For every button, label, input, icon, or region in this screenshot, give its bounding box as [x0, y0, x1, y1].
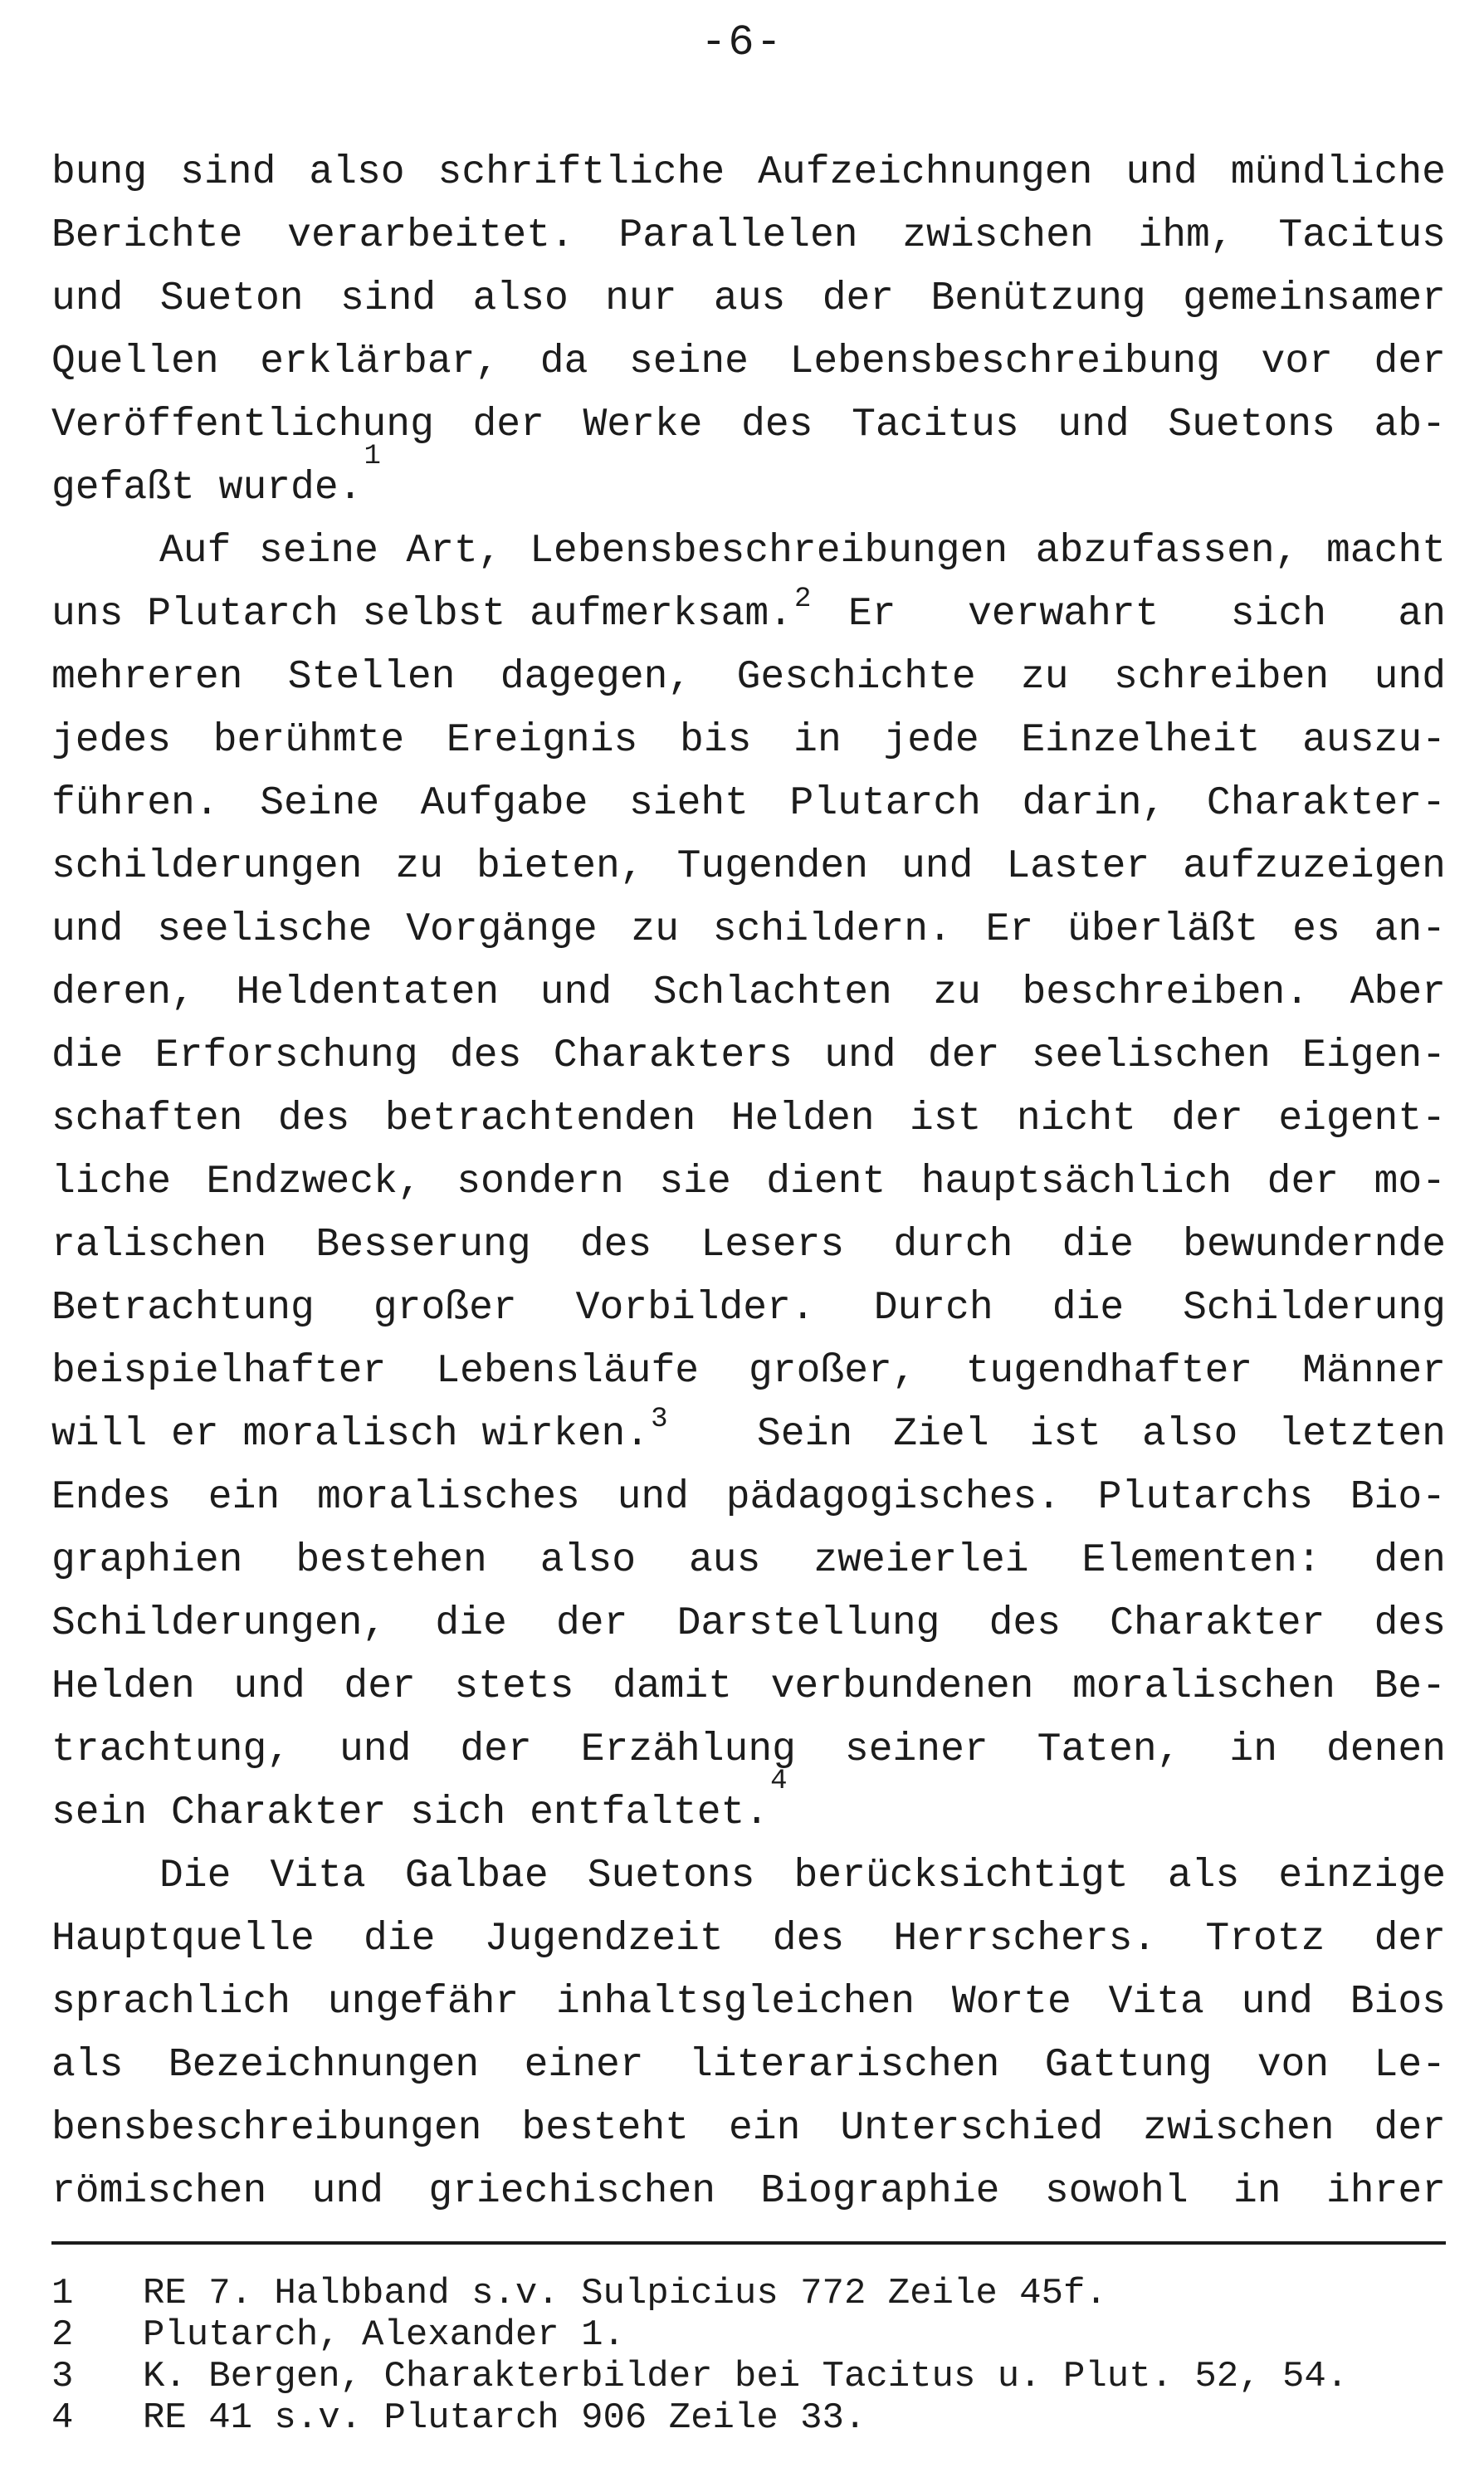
word: Männer: [1302, 1349, 1446, 1394]
footnote: [51, 2273, 1446, 2314]
word: Quellen: [51, 340, 219, 384]
word: schriftliche: [437, 150, 725, 195]
word: zu: [933, 970, 981, 1015]
word: der: [472, 403, 544, 447]
word: dient: [766, 1160, 886, 1204]
word: Berichte: [51, 213, 243, 258]
word: der: [344, 1664, 416, 1709]
word: nur: [605, 276, 677, 321]
word: beispielhafter: [51, 1349, 387, 1394]
word: als: [1167, 1854, 1240, 1898]
word: in: [1233, 2169, 1281, 2214]
word: Charakter-: [1206, 781, 1446, 826]
word: Die: [159, 1854, 232, 1898]
footnote-number: 3: [51, 2356, 74, 2397]
word: gemeinsamer: [1183, 276, 1446, 321]
page-number: -6-: [701, 18, 783, 67]
word: der: [1374, 340, 1446, 384]
footnote-text: RE 41 s.v. Plutarch 906 Zeile 33.: [143, 2397, 866, 2439]
word: und: [311, 2169, 384, 2214]
word: hauptsächlich: [920, 1160, 1233, 1204]
footnote-text: K. Bergen, Charakterbilder bei Tacitus u. Plut. 52, 54.: [143, 2356, 1349, 2397]
word: verwahrt: [967, 592, 1159, 637]
word: des: [772, 1917, 845, 1962]
word: Tugenden: [676, 844, 869, 889]
word: Be-: [1374, 1664, 1446, 1709]
word: der: [927, 1033, 1000, 1078]
word: bensbeschreibungen: [51, 2106, 482, 2151]
word: Heldentaten: [236, 970, 500, 1015]
word: und: [51, 907, 124, 952]
word: Lesers: [701, 1223, 845, 1268]
text-line: [51, 141, 1446, 204]
word: griechischen: [428, 2169, 716, 2214]
footnote-ref: 3: [651, 1404, 668, 1435]
word: schilderungen: [51, 844, 363, 889]
word: zweierlei: [813, 1538, 1029, 1583]
word: sie: [659, 1160, 731, 1204]
word: eigent-: [1278, 1097, 1446, 1141]
word: des: [741, 403, 813, 447]
word: Er: [848, 592, 896, 637]
word: Worte: [951, 1980, 1072, 2025]
word: Helden: [730, 1097, 875, 1141]
word: Plutarchs: [1097, 1475, 1313, 1520]
word: mehreren: [51, 655, 243, 700]
word: Hauptquelle: [51, 1917, 315, 1962]
footnotes: [51, 2273, 1446, 2439]
footnote-divider: [51, 2241, 1446, 2245]
line-text: gefaßt wurde.: [51, 466, 363, 511]
line-text: uns Plutarch selbst aufmerksam.: [51, 592, 793, 637]
text-line: [51, 1277, 1446, 1340]
word: trachtung,: [51, 1727, 291, 1772]
word: Jugendzeit: [484, 1917, 724, 1962]
word: ist: [1029, 1412, 1101, 1457]
text-line: [51, 1971, 1446, 2034]
word: berücksichtigt: [793, 1854, 1129, 1898]
word: Seine: [260, 781, 380, 826]
word: ein: [729, 2106, 801, 2151]
word: schreiben: [1113, 655, 1330, 700]
word: Werke: [583, 403, 703, 447]
word: in: [793, 718, 842, 763]
word: Tacitus: [852, 403, 1019, 447]
word: liche: [51, 1160, 172, 1204]
word: schildern.: [712, 907, 952, 952]
word: Galbae: [404, 1854, 549, 1898]
word: des: [450, 1033, 522, 1078]
word: Betrachtung: [51, 1286, 315, 1331]
text-line: [51, 1844, 1446, 1908]
text-line: [51, 1718, 1446, 1781]
word: der: [1374, 2106, 1446, 2151]
footnote-text: RE 7. Halbband s.v. Sulpicius 772 Zeile 45f.: [143, 2273, 1107, 2314]
word: Besserung: [315, 1223, 531, 1268]
word: großer: [373, 1286, 517, 1331]
word: Parallelen: [618, 213, 858, 258]
word: macht: [1325, 529, 1446, 574]
word: Vorgänge: [406, 907, 598, 952]
word: Lebensläufe: [436, 1349, 700, 1394]
text-line: [51, 1340, 1446, 1403]
text-line: [51, 1908, 1446, 1971]
word: und: [617, 1475, 689, 1520]
word: des: [277, 1097, 350, 1141]
text-line: [51, 1024, 1446, 1087]
word: Bezeichnungen: [168, 2043, 480, 2088]
word: jedes: [51, 718, 172, 763]
word: Schilderung: [1183, 1286, 1446, 1331]
text-line: [51, 709, 1446, 772]
word: der: [1171, 1097, 1243, 1141]
footnote-ref: 4: [770, 1766, 788, 1797]
word: vor: [1261, 340, 1333, 384]
text-line: [51, 1087, 1446, 1151]
word: darin,: [1022, 781, 1166, 826]
footnote-number: 4: [51, 2397, 74, 2439]
word: Sein: [757, 1412, 853, 1457]
word: Lebensbeschreibungen: [530, 529, 1008, 574]
word: besteht: [521, 2106, 690, 2151]
text-line: [51, 441, 1446, 520]
word: einer: [524, 2043, 644, 2088]
word: also: [1142, 1412, 1238, 1457]
word: und: [233, 1664, 305, 1709]
text-line: [51, 1592, 1446, 1655]
word: Erforschung: [154, 1033, 418, 1078]
word: deren,: [51, 970, 195, 1015]
word: die: [51, 1033, 124, 1078]
word: und: [539, 970, 613, 1015]
word: verbundenen: [770, 1664, 1034, 1709]
word: graphien: [51, 1538, 243, 1583]
footnote-ref: 2: [793, 584, 812, 615]
word: Sueton: [159, 276, 304, 321]
text-line: [51, 1403, 1446, 1466]
word: in: [1229, 1727, 1278, 1772]
word: des: [1374, 1601, 1446, 1646]
word: großer,: [749, 1349, 916, 1394]
footnote-ref: 1: [364, 441, 381, 472]
word: Endes: [51, 1475, 172, 1520]
word: Art,: [406, 529, 502, 574]
word: sich: [1230, 592, 1327, 637]
word: an-: [1374, 907, 1446, 952]
word: beschreiben.: [1022, 970, 1310, 1015]
word: Suetons: [587, 1854, 755, 1898]
word: sondern: [456, 1160, 624, 1204]
word: Suetons: [1168, 403, 1335, 447]
word: sind: [180, 150, 276, 195]
word: der: [1374, 1917, 1446, 1962]
word: damit: [613, 1664, 733, 1709]
word: abzufassen,: [1035, 529, 1299, 574]
word: sind: [339, 276, 437, 321]
word: Aufgabe: [420, 781, 588, 826]
word: Schilderungen,: [51, 1601, 387, 1646]
word: die: [1062, 1223, 1134, 1268]
word: seine: [258, 529, 378, 574]
word: ungefähr: [327, 1980, 520, 2025]
word: bestehen: [295, 1538, 487, 1583]
word: überläßt: [1067, 907, 1259, 952]
word: zu: [1021, 655, 1069, 700]
word: Auf: [159, 529, 232, 574]
word: sprachlich: [51, 1980, 291, 2025]
word: stets: [454, 1664, 574, 1709]
word: berühmte: [212, 718, 405, 763]
word: Le-: [1374, 2043, 1446, 2088]
word: Helden: [51, 1664, 195, 1709]
word: letzten: [1278, 1412, 1446, 1457]
word: einzige: [1278, 1854, 1446, 1898]
word: Bio-: [1350, 1475, 1446, 1520]
word: Aber: [1350, 970, 1446, 1015]
word: Ereignis: [446, 718, 638, 763]
word: ein: [207, 1475, 281, 1520]
word: mündliche: [1230, 150, 1446, 195]
text-line: [51, 1214, 1446, 1277]
line-text: will er moralisch wirken.: [51, 1412, 650, 1457]
word: durch: [893, 1223, 1013, 1268]
word: Bios: [1350, 1980, 1446, 2025]
word: sieht: [628, 781, 749, 826]
word: moralisches: [316, 1475, 580, 1520]
word: tugendhafter: [965, 1349, 1253, 1394]
word: also: [539, 1538, 636, 1583]
word: der: [1267, 1160, 1340, 1204]
word: Herrschers.: [893, 1917, 1157, 1962]
word: ihrer: [1325, 2169, 1446, 2214]
word: den: [1374, 1538, 1446, 1583]
word: Veröffentlichung: [51, 403, 434, 447]
text-line: [51, 1466, 1446, 1529]
word: also: [309, 150, 405, 195]
word: Tacitus: [1278, 213, 1446, 258]
word: sowohl: [1044, 2169, 1189, 2214]
word: Er: [985, 907, 1034, 952]
word: jede: [883, 718, 979, 763]
text-line: [51, 835, 1446, 898]
text-line: [51, 898, 1446, 961]
line-text: sein Charakter sich entfaltet.: [51, 1791, 769, 1835]
word: ihm,: [1138, 213, 1234, 258]
word: verarbeitet.: [287, 213, 574, 258]
word: und: [339, 1727, 412, 1772]
word: Eigen-: [1302, 1033, 1446, 1078]
word: da: [539, 340, 588, 384]
word: auszu-: [1302, 718, 1446, 763]
word: Stellen: [287, 655, 456, 700]
word: ab-: [1374, 403, 1446, 447]
text-line: [51, 204, 1446, 267]
footnote-text: Plutarch, Alexander 1.: [143, 2314, 625, 2356]
word: römischen: [51, 2169, 267, 2214]
word: Biographie: [760, 2169, 1000, 2214]
text-line: [51, 1766, 1446, 1844]
word: Durch: [873, 1286, 993, 1331]
word: bewundernde: [1183, 1223, 1446, 1268]
word: Charakters: [553, 1033, 793, 1078]
word: seine: [628, 340, 749, 384]
word: seiner: [844, 1727, 989, 1772]
word: des: [579, 1223, 652, 1268]
word: betrachtenden: [384, 1097, 696, 1141]
word: aus: [713, 276, 786, 321]
word: Ziel: [893, 1412, 989, 1457]
word: Laster: [1006, 844, 1150, 889]
text-line: [51, 772, 1446, 835]
word: inhaltsgleichen: [555, 1980, 915, 2025]
word: zwischen: [1143, 2106, 1335, 2151]
word: schaften: [51, 1097, 243, 1141]
line-tail-group: [757, 1403, 1446, 1466]
word: und: [1374, 655, 1446, 700]
word: Geschichte: [736, 655, 976, 700]
word: moralischen: [1072, 1664, 1335, 1709]
text-line: [51, 393, 1446, 457]
word: aufzuzeigen: [1183, 844, 1446, 889]
word: Vita: [1108, 1980, 1204, 2025]
text-line: [51, 583, 1446, 646]
word: ist: [910, 1097, 982, 1141]
word: Aufzeichnungen: [758, 150, 1093, 195]
word: seelische: [157, 907, 373, 952]
word: Unterschied: [840, 2106, 1104, 2151]
word: die: [1052, 1286, 1125, 1331]
word: bis: [680, 718, 752, 763]
word: denen: [1325, 1727, 1446, 1772]
word: Endzweck,: [206, 1160, 422, 1204]
text-line: [51, 267, 1446, 330]
word: Lebensbeschreibung: [789, 340, 1220, 384]
word: und: [1241, 1980, 1313, 2025]
text-line: [51, 1529, 1446, 1592]
word: und: [901, 844, 974, 889]
text-line: [51, 330, 1446, 393]
word: Einzelheit: [1021, 718, 1261, 763]
word: und: [1057, 403, 1130, 447]
word: bung: [51, 150, 148, 195]
word: seelischen: [1031, 1033, 1271, 1078]
word: erklärbar,: [260, 340, 500, 384]
word: mo-: [1374, 1160, 1446, 1204]
word: literarischen: [688, 2043, 1000, 2088]
text-line: [51, 2097, 1446, 2160]
word: von: [1257, 2043, 1330, 2088]
word: Gattung: [1044, 2043, 1213, 2088]
word: pädagogisches.: [725, 1475, 1061, 1520]
word: Vorbilder.: [575, 1286, 815, 1331]
body-text: [51, 141, 1446, 2223]
text-line: [51, 2160, 1446, 2223]
word: also: [472, 276, 569, 321]
word: Erzählung: [580, 1727, 796, 1772]
word: zu: [631, 907, 680, 952]
word: als: [51, 2043, 124, 2088]
word: Darstellung: [676, 1601, 940, 1646]
word: zu: [395, 844, 444, 889]
word: Plutarch: [789, 781, 981, 826]
word: die: [364, 1917, 436, 1962]
text-line: [51, 961, 1446, 1024]
word: Taten,: [1037, 1727, 1181, 1772]
text-line: [51, 2034, 1446, 2097]
word: führen.: [51, 781, 219, 826]
word: Trotz: [1205, 1917, 1325, 1962]
text-line: [51, 1655, 1446, 1718]
text-line: [51, 1151, 1446, 1214]
text-line: [51, 646, 1446, 709]
text-line: [51, 520, 1446, 583]
footnote: [51, 2397, 1446, 2439]
footnote: [51, 2356, 1446, 2397]
word: ralischen: [51, 1223, 267, 1268]
word: Benützung: [930, 276, 1146, 321]
word: Charakter: [1110, 1601, 1325, 1646]
word: an: [1398, 592, 1446, 637]
word: der: [556, 1601, 628, 1646]
word: und: [824, 1033, 896, 1078]
footnote-number: 1: [51, 2273, 74, 2314]
word: Elementen:: [1081, 1538, 1321, 1583]
word: aus: [688, 1538, 761, 1583]
word: des: [989, 1601, 1062, 1646]
word: bieten,: [476, 844, 644, 889]
word: Vita: [270, 1854, 366, 1898]
word: der: [460, 1727, 532, 1772]
word: nicht: [1016, 1097, 1136, 1141]
word: Schlachten: [652, 970, 892, 1015]
word: zwischen: [902, 213, 1094, 258]
word: der: [822, 276, 895, 321]
footnote: [51, 2314, 1446, 2356]
word: dagegen,: [500, 655, 692, 700]
footnote-number: 2: [51, 2314, 74, 2356]
word: es: [1292, 907, 1340, 952]
line-tail-group: [848, 583, 1446, 646]
word: die: [435, 1601, 507, 1646]
word: und: [51, 276, 124, 321]
word: und: [1125, 150, 1198, 195]
